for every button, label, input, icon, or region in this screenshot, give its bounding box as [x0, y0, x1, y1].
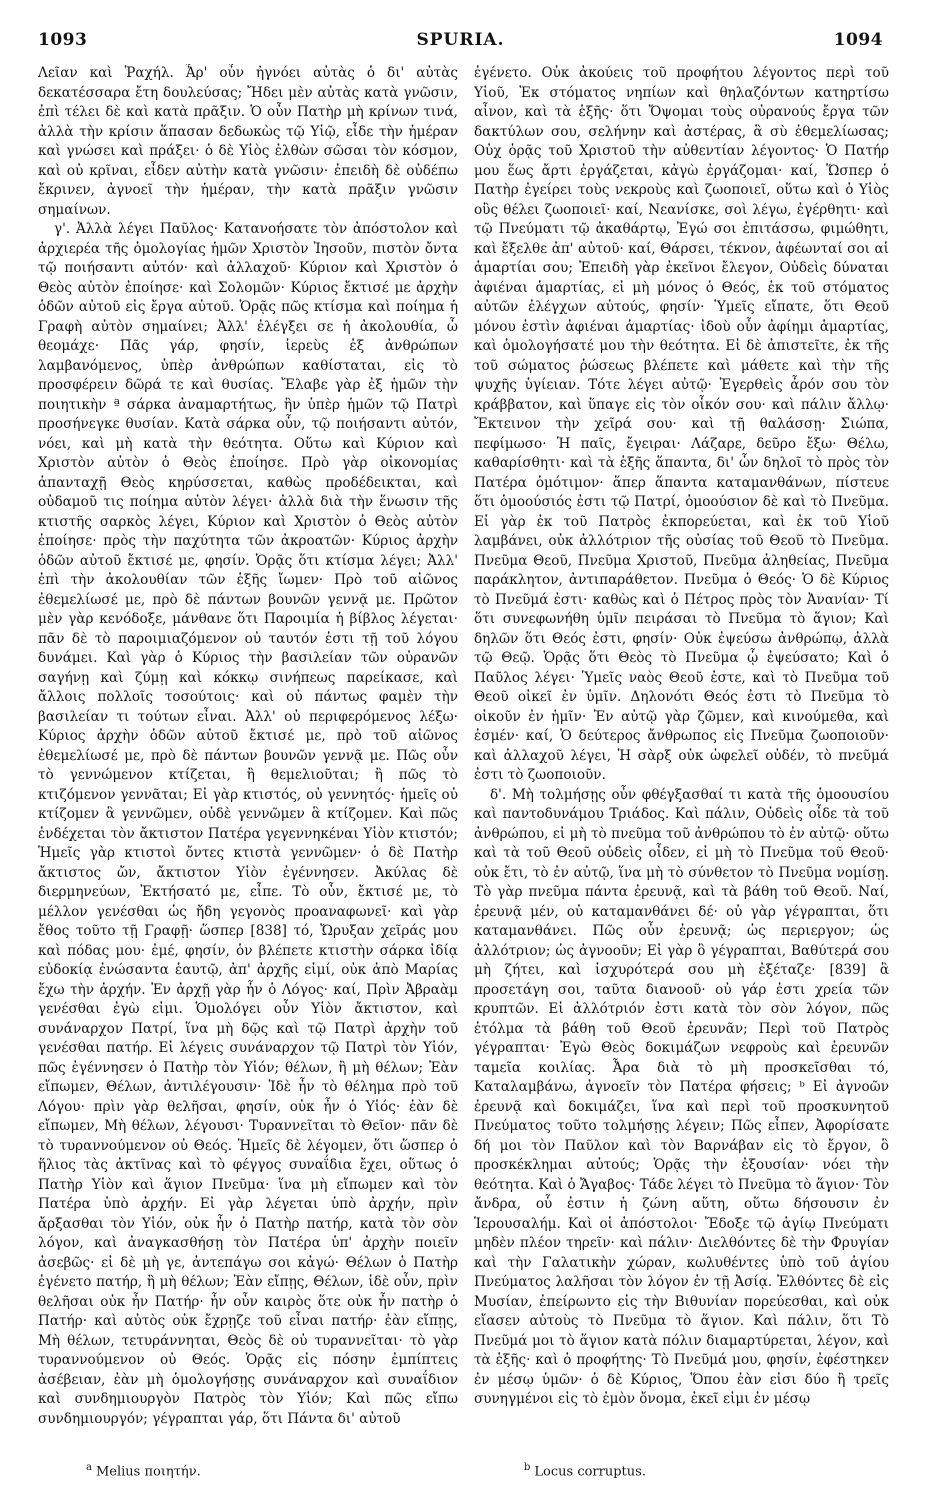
- left-column: [38, 64, 458, 1449]
- right-paragraph-1: ἐγένετο. Οὐκ ἀκούεις τοῦ προφήτου λέγοντος περὶ τοῦ Υἱοῦ, Ἐκ στόματος νηπίων καὶ θηλαζόντων κατηρτίσω αἶνον, καὶ τὰ ἑξῆς· ὅτι Ὄψομαι τοὺς οὐρανούς ἔργα τῶν δακτύλων σου, σελήνην καὶ ἀστέρας, ἃ σὺ ἐθεμελίωσας; Οὐχ ὁρᾷς τοῦ Χριστοῦ τὴν αὐθεντίαν λέγοντος· Ὁ Πατήρ μου ἕως ἄρτι ἐργάζεται, κἀγὼ ἐργάζομαι· καί, Ὥσπερ ὁ Πατὴρ ἐγείρει τοὺς νεκροὺς καὶ ζωοποιεῖ, οὕτω καὶ ὁ Υἱὸς οὓς θέλει ζωοποιεῖ· καί, Νεανίσκε, σοὶ λέγω, ἐγέρθητι· καὶ τῷ Πνεύματι τῷ ἀκαθάρτῳ, Ἐγώ σοι ἐπιτάσσω, φιμώθητι, καὶ ἔξελθε ἀπ' αὐτοῦ· καί, Θάρσει, τέκνον, ἀφέωνταί σοι αἱ ἁμαρτίαι σου; Ἐπειδὴ γὰρ ἐκεῖνοι ἔλεγον, Οὐδεὶς δύναται ἀφιέναι ἁμαρτίας, εἰ μὴ μόνος ὁ Θεός, ἐκ τοῦ στόματος αὐτῶν ἐλέγχων αὐτούς, φησίν· Ὑμεῖς εἴπατε, ὅτι Θεοῦ μόνου ἐστὶν ἀφιέναι ἁμαρτίας· ἰδοὺ οὖν ἀφίημι ἁμαρτίας, καὶ ὁμολογήσατέ μου τὴν θεότητα. Εἰ δὲ ἀπιστεῖτε, ἐκ τῆς τοῦ σώματος ῥώσεως βλέπετε καὶ μάθετε καὶ τὴν τῆς ψυχῆς ὑγίειαν. Τότε λέγει αὐτῷ· Ἐγερθεὶς ἆρόν σου τὸν κράββατον, καὶ ὕπαγε εἰς τὸν οἶκόν σου· καὶ πάλιν ἄλλῳ· Ἔκτεινον τὴν χεῖρά σου· καὶ τῇ θαλάσσῃ· Σιώπα, πεφίμωσο· Ἡ παῖς, ἔγειραι· Λάζαρε, δεῦρο ἔξω· Θέλω, καθαρίσθητι· καὶ τὰ ἑξῆς ἅπαντα, δι' ὧν δηλοῖ τὸ πρὸς τὸν Πατέρα ὁμότιμον· ἅπερ ἅπαντα καταμανθάνων, πίστευε ὅτι ὁμοούσιός ἐστι τῷ Πατρί, ὁμοούσιον δὲ καὶ τὸ Πνεῦμα. Εἰ γὰρ ἐκ τοῦ Πατρὸς ἐκπορεύεται, καὶ ἐκ τοῦ Υἱοῦ λαμβάνει, οὐκ ἀλλότριον τῆς οὐσίας τοῦ Θεοῦ τὸ Πνεῦμα. Πνεῦμα Θεοῦ, Πνεῦμα Χριστοῦ, Πνεῦμα ἀληθείας, Πνεῦμα παράκλητον, ἀντιπαράθετον. Πνεῦμα ὁ Θεός· Ὁ δὲ Κύριος τὸ Πνεῦμά ἐστι· καθὼς καὶ ὁ Πέτρος πρὸς τὸν Ἀνανίαν· Τί ὅτι συνεφωνήθη ὑμῖν πειράσαι τὸ Πνεῦμα τὸ ἅγιον; Καὶ δηλῶν ὅτι Θεός ἐστι, φησίν· Οὐκ ἐψεύσω ἀνθρώπῳ, ἀλλὰ τῷ Θεῷ. Ὁρᾷς ὅτι Θεὸς τὸ Πνεῦμα ᾧ ἐψεύσατο; Καὶ ὁ Παῦλος λέγει· Ὑμεῖς ναὸς Θεοῦ ἐστε, καὶ τὸ Πνεῦμα τοῦ Θεοῦ οἰκεῖ ἐν ὑμῖν. Δηλονότι Θεός ἐστι τὸ Πνεῦμα τὸ οἰκοῦν ἐν ἡμῖν· Ἐν αὐτῷ γὰρ ζῶμεν, καὶ κινούμεθα, καὶ ἐσμέν· καί, Ὁ δεύτερος ἄνθρωπος εἰς Πνεῦμα ζωοποιοῦν· καὶ ἀλλαχοῦ λέγει, Ἡ σὰρξ οὐκ ὠφελεῖ οὐδέν, τὸ πνεῦμά ἐστι τὸ ζωοποιοῦν.: [474, 65, 889, 783]
- left-paragraph-2: γ'. Ἀλλὰ λέγει Παῦλος· Κατανοήσατε τὸν ἀπόστολον καὶ ἀρχιερέα τῆς ὁμολογίας ἡμῶν Χριστὸν Ἰησοῦν, πιστὸν ὄντα τῷ ποιήσαντι αὐτόν· καὶ ἀλλαχοῦ· Κύριον καὶ Χριστὸν ὁ Θεὸς αὐτὸν ἐποίησε· καὶ Σολομῶν· Κύριος ἔκτισέ με ἀρχὴν ὁδῶν αὐτοῦ εἰς ἔργα αὐτοῦ. Ὁρᾷς πῶς κτίσμα καὶ ποίημα ἡ Γραφὴ αὐτὸν σημαίνει; Ἀλλ' ἐλέγξει σε ἡ ἀκολουθία, ὦ θεομάχε· Πᾶς γάρ, φησίν, ἱερεὺς ἐξ ἀνθρώπων λαμβανόμενος, ὑπὲρ ἀνθρώπων καθίσταται, εἰς τὸ προσφέρειν δῶρά τε καὶ θυσίας. Ἔλαβε γὰρ ἐξ ἡμῶν τὴν ποιητικὴν ª σάρκα ἀναμαρτήτως, ἣν ὑπὲρ ἡμῶν τῷ Πατρὶ προσήνεγκε θυσίαν. Κατὰ σάρκα οὖν, τῷ ποιήσαντι αὐτόν, νόει, καὶ μὴ κατὰ τὴν θεότητα. Οὕτω καὶ Κύριον καὶ Χριστὸν αὐτὸν ὁ Θεὸς ἐποίησε. Πρὸ γὰρ οἰκονομίας ἁπανταχῇ Θεὸς κηρύσσεται, καθὼς προδέδεικται, καὶ οὐδαμοῦ τις ποίημα αὐτὸν λέγει· ἀλλὰ διὰ τὴν ἕνωσιν τῆς κτιστῆς σαρκὸς λέγει, Κύριον καὶ Χριστὸν ὁ Θεὸς αὐτὸν ἐποίησε· πρὸς τὴν παχύτητα τῶν ἀκροατῶν· Κύριος ἀρχὴν ὁδῶν αὐτοῦ ἔκτισέ με, φησίν. Ὁρᾷς ὅτι κτίσμα λέγει; Ἀλλ' ἐπὶ τὴν ἀκολουθίαν τῶν ἑξῆς ἴωμεν· Πρὸ τοῦ αἰῶνος ἐθεμελίωσέ με, πρὸ δὲ πάντων βουνῶν γεννᾷ με. Πρῶτον μὲν γὰρ κενόδοξε, μάνθανε ὅτι Παροιμία ἡ βίβλος λέγεται· πᾶν δὲ τὸ παροιμιαζόμενον οὐ ταυτόν ἐστι τῇ τοῦ λόγου δυνάμει. Καὶ γὰρ ὁ Κύριος τὴν βασιλείαν τῶν οὐρανῶν σαγήνῃ καὶ ζύμῃ καὶ κόκκῳ σινήπεως παρείκασε, καὶ ἄλλοις πολλοῖς τοσούτοις· καὶ οὐ πάντως φαμὲν τὴν βασιλείαν τι τούτων εἶναι. Ἀλλ' οὐ περιφερόμενος λέξω· Κύριος ἀρχὴν ὁδῶν αὐτοῦ ἔκτισέ με, πρὸ τοῦ αἰῶνος ἐθεμελίωσέ με, πρὸ δὲ πάντων βουνῶν γεννᾷ με. Πῶς οὖν τὸ γεννώμενον κτίζεται, ἢ θεμελιοῦται; ἢ πῶς τὸ κτιζόμενον γεννᾶται; Εἰ γὰρ κτιστός, οὐ γεννητός· ἡμεῖς οὐ κτίζομεν ἃ γεννῶμεν, οὐδὲ γεννῶμεν ἃ κτίζομεν. Καὶ πῶς ἐνδέχεται τὸν ἄκτιστον Πατέρα γεγεννηκέναι Υἱὸν κτιστόν; Ἡμεῖς γὰρ κτιστοὶ ὄντες κτιστὰ γεννῶμεν· ὁ δὲ Πατὴρ ἄκτιστος ὤν, ἄκτιστον Υἱὸν ἐγέννησεν. Ἀκύλας δὲ διερμηνεύων, Ἐκτήσατό με, εἶπε. Τὸ οὖν, ἔκτισέ με, τὸ μέλλον γενέσθαι ὡς ἤδη γεγονὸς προαναφωνεῖ· καὶ γὰρ ἔθος τοῦτο τῇ Γραφῇ· ὥσπερ [838] τό, Ὤρυξαν χεῖράς μου καὶ πόδας μου· ἐμέ, φησίν, ὁν βλέπετε κτιστὴν σάρκα ἰδίᾳ εὐδοκίᾳ ἐνώσαντα ἑαυτῷ, ἀπ' ἀρχῆς εἰμί, οὐκ ἀπὸ Μαρίας ἔχω τὴν ἀρχήν. Ἐν ἀρχῇ γὰρ ἦν ὁ Λόγος· καί, Πρὶν Ἀβραὰμ γενέσθαι ἐγὼ εἰμι. Ὁμολόγει οὖν Υἱὸν ἄκτιστον, καὶ συνάναρχον Πατρί, ἵνα μὴ δῷς καὶ τῷ Πατρὶ ἀρχὴν τοῦ γενέσθαι πατήρ. Εἰ λέγεις συνάναρχον τῷ Πατρὶ τὸν Υἱόν, πῶς ἐγέννησεν ὁ Πατὴρ τὸν Υἱόν; θέλων, ἢ μὴ θέλων; Ἐὰν εἴπωμεν, Θέλων, ἀντιλέγουσιν· Ἰδὲ ἦν τὸ θέλημα πρὸ τοῦ Λόγου· πρὶν γὰρ θελῆσαι, φησίν, οὐκ ἦν ὁ Υἱός· ἐὰν δὲ εἴπωμεν, Μὴ θέλων, λέγουσι· Τυραννεῖται τὸ Θεῖον· πᾶν δὲ τὸ τυραννούμενον οὐ Θεός. Ἡμεῖς δὲ λέγομεν, ὅτι ὥσπερ ὁ ἥλιος τὰς ἀκτῖνας καὶ τὸ φέγγος συναΐδια ἔχει, οὕτως ὁ Πατὴρ Υἱὸν καὶ ἅγιον Πνεῦμα· ἵνα μὴ εἴπωμεν καὶ τὸν Πατέρα ὑπὸ ἀρχήν. Εἰ γὰρ λέγεται ὑπὸ ἀρχήν, πρὶν ἄρξασθαι τὸν Υἱόν, οὐκ ἦν ὁ Πατὴρ πατήρ, κατὰ τὸν σὸν λόγον, καὶ ἀναγκασθήσῃ τὸν Πατέρα ὑπ' ἀρχὴν ποιεῖν ἀσεβῶς· εἰ δὲ μὴ γε, ἀντεπάγω σοι κἀγώ· Θέλων ὁ Πατὴρ ἐγένετο πατήρ, ἢ μὴ θέλων; Ἐὰν εἴπῃς, Θέλων, ἰδὲ οὖν, πρὶν θελῆσαι οὐκ ἦν Πατήρ· ἦν οὖν καιρὸς ὅτε οὐκ ἦν πατὴρ ὁ Πατήρ· καὶ αὐτὸς οὐκ ἔχρῃζε τοῦ εἶναι πατήρ· ἐὰν εἴπῃς, Μὴ θέλων, τετυράννηται, Θεὸς δὲ οὐ τυραννεῖται· τὸ γὰρ τυραννούμενον οὐ Θεός. Ὁρᾷς εἰς πόσην ἐμπίπτεις ἀσέβειαν, ἐὰν μὴ ὁμολογήσῃς συνάναρχον καὶ συναΐδιον καὶ συνδημιουργὸν Πατρὸς τὸν Υἱόν; Καὶ πῶς εἴπω συνδημιουργόν; γέγραπται γάρ, ὅτι Πάντα δι' αὐτοῦ: [38, 221, 458, 1427]
- footnote-a: [86, 1462, 201, 1479]
- right-paragraph-2: δ'. Μὴ τολμήσῃς οὖν φθέγξασθαί τι κατὰ τῆς ὁμοουσίου καὶ παντοδυνάμου Τριάδος. Καὶ πάλιν, Οὐδεὶς οἶδε τὰ τοῦ ἀνθρώπου, εἰ μὴ τὸ πνεῦμα τοῦ ἀνθρώπου τὸ ἐν αὐτῷ· οὕτω καὶ τὰ τοῦ Θεοῦ οὐδεὶς οἶδεν, εἰ μὴ τὸ Πνεῦμα τοῦ Θεοῦ· οὐκ ἔτι, τὸ ἐν αὐτῷ, ἵνα μὴ τὸ σύνθετον τὸ Πνεῦμα νομίσῃ. Τὸ γὰρ πνεῦμα πάντα ἐρευνᾷ, καὶ τὰ βάθη τοῦ Θεοῦ. Ναί, ἐρευνᾷ μέν, οὐ καταμανθάνει δέ· οὐ γὰρ γέγραπται, ὅτι καταμανθάνει. Πῶς οὖν ἐρευνᾷ; ὡς περιεργον; ὡς ἀλλότριον; ὡς ἀγνοοῦν; Εἰ γὰρ ὃ γέγραπται, Βαθύτερά σου μὴ ζήτει, καὶ ἰσχυρότερά σου μὴ ἐξέταζε· [839] ἃ προσετάγη σοι, ταῦτα διανοοῦ· οὐ γάρ ἐστι χρεία τῶν κρυπτῶν. Εἰ ἀλλότριόν ἐστι κατὰ τὸν σὸν λόγον, πῶς ἐτόλμα τὰ βάθη τοῦ Θεοῦ ἐρευνᾶν; Περὶ τοῦ Πατρὸς γέγραπται· Ἐγὼ Θεὸς δοκιμάζων νεφροὺς καὶ ἐρευνῶν ταμεῖα κοιλίας. Ἆρα διὰ τὸ μὴ προσκεῖσθαι τό, Καταλαμβάνω, ἀγνοεῖν τὸν Πατέρα φήσεις; ᵇ Εἰ ἀγνοῶν ἐρευνᾷ καὶ δοκιμάζει, ἵνα καὶ περὶ τοῦ προσκυνητοῦ Πνεύματος τοῦτο τολμήσῃς λέγειν; Πῶς εἶπεν, Ἀφορίσατε δή μοι τὸν Παῦλον καὶ τὸν Βαρνάβαν εἰς τὸ ἔργον, ὃ προσκέκλημαι αὐτούς; Ὁρᾷς τὴν ἐξουσίαν· νόει τὴν θεότητα. Καὶ ὁ Ἄγαβος· Τάδε λέγει τὸ Πνεῦμα τὸ ἅγιον· Τὸν ἄνδρα, οὗ ἐστιν ἡ ζώνη αὕτη, οὕτω δήσουσιν ἐν Ἱερουσαλήμ. Καὶ οἱ ἀπόστολοι· Ἔδοξε τῷ ἁγίῳ Πνεύματι μηδὲν πλέον τηρεῖν· καὶ πάλιν· Διελθόντες δὲ τὴν Φρυγίαν καὶ τὴν Γαλατικὴν χώραν, κωλυθέντες ὑπὸ τοῦ ἁγίου Πνεύματος λαλῆσαι τὸν λόγον ἐν τῇ Ἀσίᾳ. Ἐλθόντες δὲ εἰς Μυσίαν, ἐπείρωντο εἰς τὴν Βιθυνίαν πορεύεσθαι, καὶ οὐκ εἴασεν αὐτοὺς τὸ Πνεῦμα τὸ ἅγιον. Καὶ πάλιν, ὅτι Τὸ Πνεῦμά μοι τὸ ἅγιον κατὰ πόλιν διαμαρτύρεται, λέγον, καὶ τὰ ἑξῆς· καὶ ὁ προφήτης· Τὸ Πνεῦμά μου, φησίν, ἐφέστηκεν ἐν μέσῳ ὑμῶν· ὁ δὲ Κύριος, Ὅπου ἐὰν εἰσι δύο ἢ τρεῖς συνηγμένοι εἰς τὸ ἐμὸν ὄνομα, ἐκεῖ εἰμι ἐν μέσῳ: [474, 786, 889, 1407]
- right-page-number: 1094: [833, 30, 883, 50]
- running-header: [38, 30, 883, 56]
- running-title: SPURIA.: [416, 30, 505, 50]
- footnote-a-marker: a: [86, 1462, 92, 1473]
- left-paragraph-1: Λεῖαν καὶ Ῥαχήλ. Ἆρ' οὖν ἠγνόει αὐτὰς ὁ δι' αὐτὰς δεκατέσσαρα ἔτη δουλεύσας; Ἤδει μὲν αὐτὰς κατὰ γνῶσιν, ἐπὶ τέλει δὲ καὶ κατὰ πρᾶξιν. Ὁ οὖν Πατὴρ μὴ κρίνων τινά, ἀλλὰ τὴν κρίσιν ἅπασαν δεδωκὼς τῷ Υἱῷ, εἶδε τὴν ἡμέραν καὶ γνώσει καὶ πράξει· ὁ δὲ Υἱὸς ἐλθὼν σῶσαι τὸν κόσμον, καὶ οὐ κρῖναι, εἶδεν αὐτὴν κατὰ γνῶσιν· ἐπειδὴ δὲ οὐδέπω ἔκρινεν, ἀγνοεῖ τὴν ἡμέραν, τὴν κατὰ πρᾶξιν γνῶσιν σημαίνων.: [38, 65, 458, 218]
- footnote-a-text: Melius ποιητήν.: [95, 1464, 201, 1480]
- footnote-b-text: Locus corruptus.: [534, 1464, 646, 1480]
- left-page-number: 1093: [38, 30, 88, 50]
- footnote-b: [524, 1462, 646, 1479]
- footnote-b-marker: b: [524, 1462, 531, 1473]
- right-column: [474, 64, 889, 1449]
